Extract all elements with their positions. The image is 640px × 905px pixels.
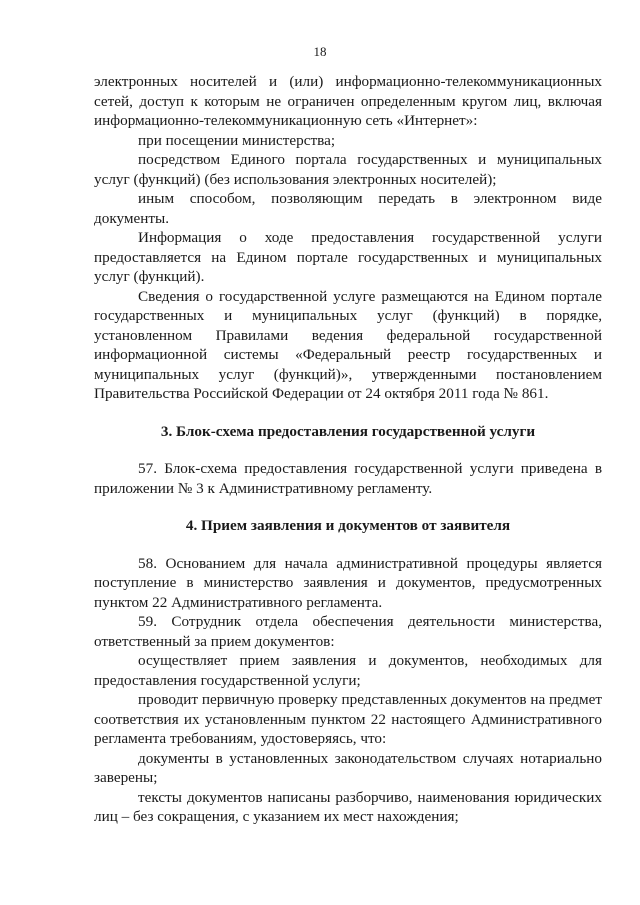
paragraph: Сведения о государственной услуге размещаются на Едином портале государственных и муниципальных услуг (функций) в порядке, установленном Правилами ведения федеральной государственной информационной системы «Федеральный реестр государственных и муниципальных услуг (функций)», утвержденными постановлением Правительства Российской Федерации от 24 октября 2011 года № 861. [94, 287, 602, 402]
paragraph: осуществляет прием заявления и документов, необходимых для предоставления государственной услуги; [94, 652, 602, 689]
paragraph: документы в установленных законодательством случаях нотариально заверены; [94, 749, 602, 786]
paragraph: посредством Единого портала государственных и муниципальных услуг (функций) (без использования электронных носителей); [94, 151, 602, 188]
paragraph: тексты документов написаны разборчиво, наименования юридических лиц – без сокращения, с указанием их мест нахождения; [94, 788, 602, 825]
paragraph: 58. Основанием для начала административной процедуры является поступление в министерство заявления и документов, предусмотренных пунктом 22 Административного регламента. [94, 554, 602, 611]
section-heading-4: 4. Прием заявления и документов от заявителя [185, 517, 511, 534]
page-number: 18 [313, 44, 327, 59]
paragraph: проводит первичную проверку представленных документов на предмет соответствия их установленным пунктом 22 настоящего Административного регламента требованиям, удостоверяясь, что: [94, 691, 602, 747]
paragraph: 59. Сотрудник отдела обеспечения деятельности министерства, ответственный за прием документов: [94, 613, 602, 650]
paragraph: иным способом, позволяющим передать в электронном виде документы. [94, 190, 602, 227]
document-body [94, 72, 602, 827]
section-heading-3: 3. Блок-схема предоставления государственной услуги [160, 422, 536, 440]
paragraph: 57. Блок-схема предоставления государственной услуги приведена в приложении № 3 к Административному регламенту. [94, 460, 602, 497]
paragraph: Информация о ходе предоставления государственной услуги предоставляется на Едином портале государственных и муниципальных услуг (функций). [94, 229, 602, 285]
paragraph: при посещении министерства; [138, 131, 336, 149]
paragraph: электронных носителей и (или) информационно-телекоммуникационных сетей, доступ к которым не ограничен определенным кругом лиц, включая информационно-телекоммуникационную сеть «Интернет»: [94, 73, 602, 129]
